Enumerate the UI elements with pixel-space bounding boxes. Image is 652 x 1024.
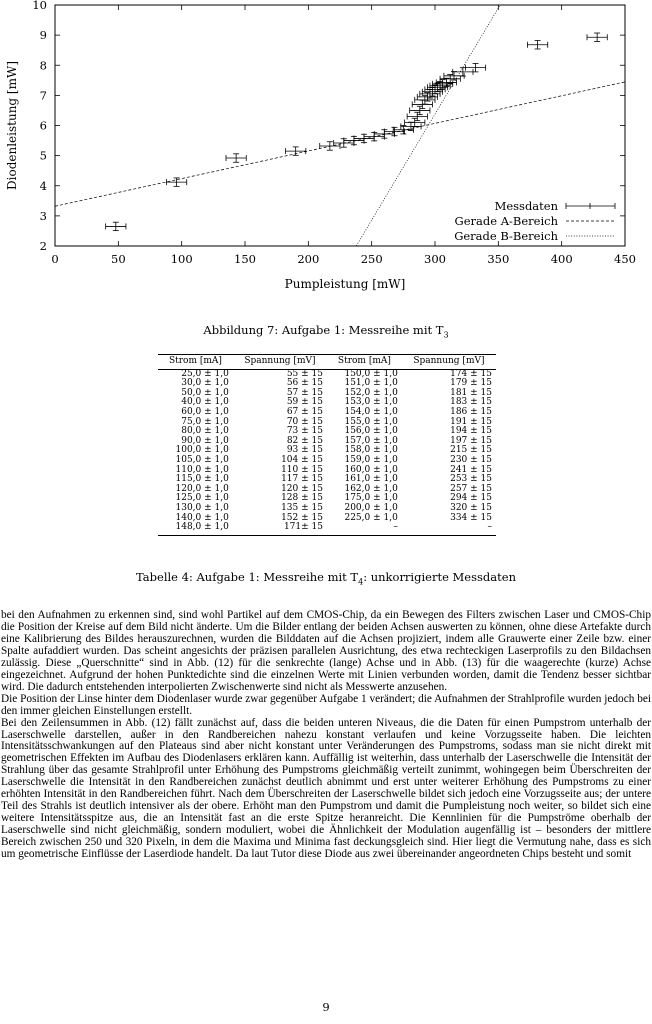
data-point	[527, 41, 547, 49]
table-cell: 241 ± 15	[450, 464, 492, 475]
table-cell: 175,0 ± 1,0	[344, 493, 398, 504]
data-point	[226, 154, 246, 162]
table-cell: 57 ± 15	[286, 387, 323, 398]
table-caption	[0, 570, 652, 586]
table-cell: 162,0 ± 1,0	[344, 483, 398, 494]
data-point	[407, 112, 427, 120]
table-cell: 140,0 ± 1,0	[175, 512, 229, 523]
paragraph: bei den Aufnahmen zu erkennen sind, sind wohl Partikel auf dem CMOS-Chip, da ein Bewegen des Filters zwischen Laser und CMOS-Chip die Position der Kreise auf dem Bild nicht änderte. Um die Bilder entlang der beiden Achsen auswerten zu können, ohne diese Artefakte durch eine Kalibrierung des Bildes herauszurechnen, wurden die Bilddaten auf die Achsen projiziert, indem alle Grauwerte einer Zeile bzw. einer Spalte aufaddiert wurden. Das scheint angesichts der präzisen parallelen Ausrichtung, des etwa rechteckigen Laserprofils zu den Bildachsen zulässig. Diese „Querschnitte“ sind in Abb. (12) für die senkrechte (lange) Achse und in Abb. (13) für die waagerechte (kurze) Achse eingezeichnet. Aufgrund der hohen Punktedichte sind die einzelnen Werte mit Linien verbunden worden, damit die Tendenz besser sichtbar wird. Die dadurch entstehenden interpolierten Zwischenwerte sind nicht als Messwerte anzusehen.	[1, 609, 651, 693]
table-cell: 110,0 ± 1,0	[175, 464, 229, 475]
table-header-row	[158, 355, 496, 370]
table-cell: 73 ± 15	[286, 426, 323, 437]
table-cell: 153,0 ± 1,0	[344, 397, 398, 408]
legend-label: Gerade A-Bereich	[454, 214, 558, 228]
table-cell: 152 ± 15	[281, 512, 323, 523]
table-cell: 67 ± 15	[286, 406, 323, 417]
table-cell: 200,0 ± 1,0	[344, 502, 398, 513]
table-cell: 110 ± 15	[281, 464, 323, 475]
x-tick-label: 0	[51, 252, 59, 266]
measurement-table	[158, 354, 496, 536]
x-tick-label: 400	[550, 252, 573, 266]
data-point	[405, 118, 425, 126]
table-cell: 80,0 ± 1,0	[181, 426, 229, 437]
figure-caption-text: Abbildung 7: Aufgabe 1: Messreihe mit T	[203, 323, 444, 337]
figure-caption	[0, 323, 652, 339]
table-cell: 253 ± 15	[450, 474, 492, 485]
y-tick-label: 8	[39, 58, 47, 73]
table-cell: 117 ± 15	[281, 474, 323, 485]
table-cell: 230 ± 15	[450, 454, 492, 465]
figure-caption-subscript: 3	[443, 330, 449, 340]
y-tick-label: 9	[39, 28, 47, 43]
x-tick-label: 300	[424, 252, 446, 266]
y-tick-label: 7	[39, 88, 47, 103]
legend-label: Gerade B-Bereich	[454, 229, 558, 243]
y-tick-label: 2	[39, 239, 47, 253]
body-text	[1, 610, 651, 861]
table-row	[158, 523, 496, 535]
table-cell: 75,0 ± 1,0	[181, 416, 229, 427]
table-header: Strom [mA]	[168, 356, 222, 366]
table-cell: 115,0 ± 1,0	[175, 474, 229, 485]
table-cell: 120,0 ± 1,0	[175, 483, 229, 494]
chart	[0, 0, 652, 300]
table-cell: –	[393, 522, 398, 533]
table-cell: 125,0 ± 1,0	[175, 493, 229, 504]
table-cell: 294 ± 15	[450, 493, 492, 504]
table-cell: 93 ± 15	[286, 445, 323, 456]
y-tick-label: 4	[39, 178, 47, 193]
data-point	[286, 147, 306, 155]
x-tick-label: 50	[111, 252, 126, 266]
page-number: 9	[322, 1000, 330, 1014]
table-cell: 50,0 ± 1,0	[181, 387, 229, 398]
data-point	[453, 68, 473, 76]
table-caption-subscript: 4	[358, 577, 364, 587]
paragraph: Die Position der Linse hinter dem Diodenlaser wurde zwar gegenüber Aufgabe 1 verändert; die Aufnahmen der Strahlprofile wurden jedoch bei den immer gleichen Einstellungen erstellt.	[1, 692, 651, 717]
data-point	[587, 33, 607, 41]
table-cell: 56 ± 15	[286, 378, 323, 389]
x-tick-label: 450	[614, 252, 636, 266]
table-caption-rest: : unkorrigierte Messdaten	[363, 570, 516, 584]
table-cell: 183 ± 15	[450, 397, 492, 408]
y-axis-label: Diodenleistung [mW]	[5, 61, 19, 190]
table-cell: 128 ± 15	[281, 493, 323, 504]
table-cell: 161,0 ± 1,0	[344, 474, 398, 485]
table-cell: 155,0 ± 1,0	[344, 416, 398, 427]
table-cell: 334 ± 15	[450, 512, 492, 523]
table-cell: 25,0 ± 1,0	[181, 368, 229, 379]
x-tick-label: 250	[360, 252, 383, 266]
y-tick-label: 5	[39, 148, 47, 163]
table-header: Spannung [mV]	[244, 356, 316, 366]
table-header: Strom [mA]	[337, 356, 391, 366]
table-cell: 257 ± 15	[450, 483, 492, 494]
table-caption-text: Tabelle 4: Aufgabe 1: Messreihe mit T	[136, 570, 359, 584]
table-header: Spannung [mV]	[413, 356, 485, 366]
table-cell: 105,0 ± 1,0	[175, 454, 229, 465]
table-cell: 30,0 ± 1,0	[181, 378, 229, 389]
data-point	[384, 127, 404, 135]
table-cell: 197 ± 15	[450, 435, 492, 446]
table-cell: 174 ± 15	[450, 368, 492, 379]
data-point	[465, 63, 485, 71]
table-cell: 156,0 ± 1,0	[344, 426, 398, 437]
table-cell: 60,0 ± 1,0	[181, 406, 229, 417]
x-axis-label: Pumpleistung [mW]	[284, 277, 406, 291]
table-cell: 320 ± 15	[450, 502, 492, 513]
y-tick-label: 10	[32, 0, 47, 12]
table-cell: 181 ± 15	[450, 387, 492, 398]
table-cell: 100,0 ± 1,0	[175, 445, 229, 456]
table-cell: 152,0 ± 1,0	[344, 387, 398, 398]
table-cell: 40,0 ± 1,0	[181, 397, 229, 408]
y-tick-label: 3	[39, 208, 47, 223]
x-tick-label: 100	[170, 252, 193, 266]
table-cell: 148,0 ± 1,0	[175, 522, 229, 533]
table-cell: 55 ± 15	[286, 368, 323, 379]
table-cell: 171± 15	[283, 522, 323, 533]
table-cell: –	[487, 522, 492, 533]
y-tick-label: 6	[39, 118, 47, 133]
table-cell: 90,0 ± 1,0	[181, 435, 229, 446]
table-cell: 135 ± 15	[281, 502, 323, 513]
table-cell: 215 ± 15	[450, 445, 492, 456]
data-point	[106, 222, 126, 230]
table-cell: 160,0 ± 1,0	[344, 464, 398, 475]
x-tick-label: 350	[487, 252, 510, 266]
x-tick-label: 200	[297, 252, 320, 266]
legend-label: Messdaten	[494, 199, 558, 213]
table-cell: 158,0 ± 1,0	[344, 445, 398, 456]
paragraph: Bei den Zeilensummen in Abb. (12) fällt zunächst auf, dass die beiden unteren Niveaus, die die Daten für einen Pumpstrom unterhalb der Laserschwelle darstellen, außer in den Randbereichen nahezu konstant verlaufen und keine Vorzugsseite haben. Die leichten Intensitätsschwankungen auf den Plateaus sind aber nicht konstant unter Veränderungen des Pumpstroms, sodass man sie nicht direkt mit geometrischen Effekten im Aufbau des Diodenlasers erklären kann. Auffällig ist weiterhin, dass unterhalb der Laserschwelle die Intensität der Strahlung über das gesamte Strahlprofil unter Erhöhung des Pumpstroms gleichmäßig verteilt zunimmt, wohingegen beim Überschreiten der Laserschwelle die Intensität in den Randbereichen zunächst deutlich abnimmt und erst unter weiterer Erhöhung des Pumpstroms zu einer erhöhten Intensität in den Randbereichen führt. Nach dem Überschreiten der Laserschwelle bildet sich jedoch eine Vorzugsseite aus; der untere Teil des Strahls ist deutlich intensiver als der obere. Erhöht man den Pumpstrom und damit die Pumpleistung noch weiter, so bildet sich eine weitere Intensitätsspitze aus, die an Intensität fast an die erste Spitze heranreicht. Die Kennlinien für die Pumpströme oberhalb der Laserschwelle sind nicht gleichmäßig, sondern moduliert, wobei die Ähnlichkeit der Modulation augenfällig ist – besonders der mittlere Bereich zwischen 250 und 320 Pixeln, in dem die Maxima und Minima fast deckungsgleich sind. Hier liegt die Vermutung nahe, dass es sich um geometrische Einflüsse der Laserdiode handelt. Da laut Tutor diese Diode aus zwei übereinander angeordneten Chips besteht und somit	[1, 716, 651, 861]
data-point	[410, 106, 430, 114]
x-tick-label: 150	[234, 252, 256, 266]
table-cell: 130,0 ± 1,0	[175, 502, 229, 513]
table-cell: 151,0 ± 1,0	[344, 378, 398, 389]
table-cell: 82 ± 15	[286, 435, 323, 446]
table-cell: 225,0 ± 1,0	[344, 512, 398, 523]
table-cell: 194 ± 15	[450, 426, 492, 437]
table-cell: 70 ± 15	[286, 416, 323, 427]
table-cell: 191 ± 15	[450, 416, 492, 427]
table-cell: 104 ± 15	[281, 454, 323, 465]
table-cell: 59 ± 15	[286, 397, 323, 408]
table-cell: 150,0 ± 1,0	[344, 368, 398, 379]
table-cell: 186 ± 15	[450, 406, 492, 417]
table-cell: 157,0 ± 1,0	[344, 435, 398, 446]
table-cell: 154,0 ± 1,0	[344, 406, 398, 417]
table-cell: 179 ± 15	[450, 378, 492, 389]
data-point	[166, 178, 186, 186]
table-cell: 120 ± 15	[281, 483, 323, 494]
table-cell: 159,0 ± 1,0	[344, 454, 398, 465]
